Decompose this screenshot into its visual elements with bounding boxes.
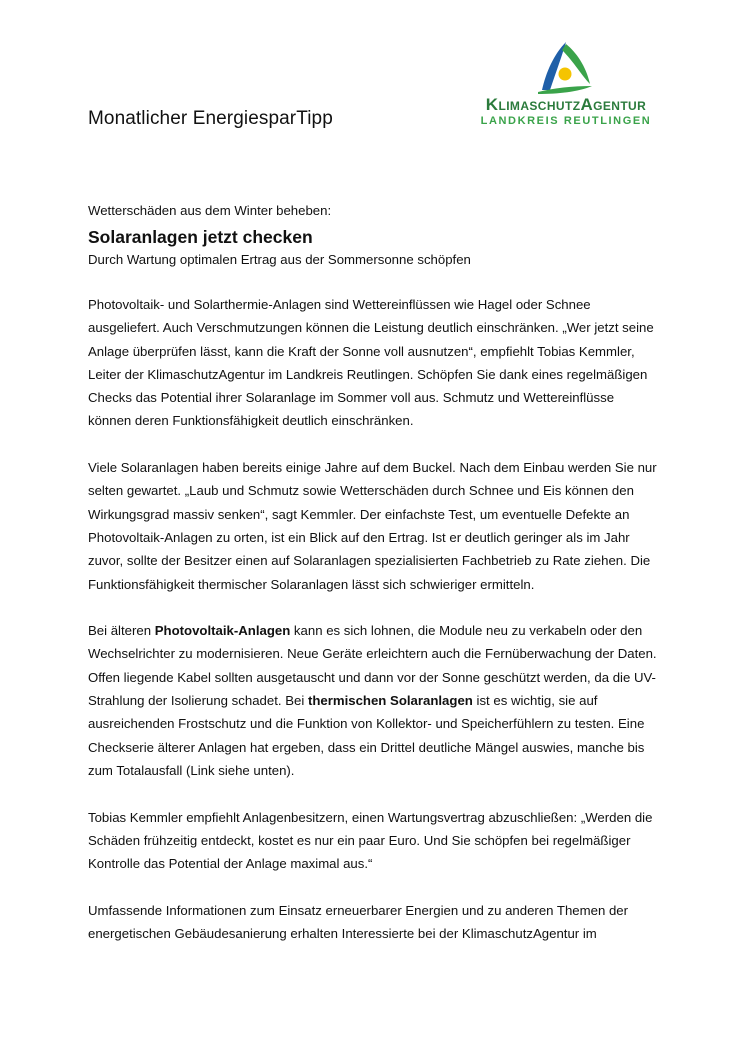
paragraph-4: Tobias Kemmler empfiehlt Anlagenbesitzern, einen Wartungsvertrag abzuschließen: „Werden die Schäden frühzeitig entdeckt, kostet es nur ein paar Euro. Und Sie schöpfen bei regelmäßiger Kontrolle das Potential der Anlage maximal aus.“ — [88, 809, 653, 872]
paragraph-3-bold-thermisch: thermischen Solaranlagen — [307, 693, 473, 709]
paragraph-3 — [88, 619, 658, 782]
paragraph-3-text-e: ist es wichtig, sie auf ausreichenden Frostschutz und die Funktion von Kollektor- und Speicherfühlern zu testen. Eine Checkserie älterer Anlagen hat ergeben, dass ein Drittel deutliche Mängel auswies, manche bis zum Totalausfall (Link siehe unten). — [88, 693, 645, 778]
paragraph-2: Viele Solaranlagen haben bereits einige Jahre auf dem Buckel. Nach dem Einbau werden Sie nur selten gewartet. „Laub und Schmutz sowie Wetterschäden durch Schnee und Eis können den Wirkungsgrad massiv senken“, sagt Kemmler. Der einfachste Test, um eventuelle Defekte an Photovoltaik-Anlagen zu orten, ist ein Blick auf den Ertrag. Ist er deutlich geringer als im Jahr zuvor, sollte der Besitzer einen auf Solaranlagen spezialisierten Fachbetrieb zu Rate ziehen. Die Funktionsfähigkeit thermischer Solaranlagen lässt sich schwieriger ermitteln. — [88, 460, 657, 592]
article-headline: Solaranlagen jetzt checken — [88, 227, 313, 247]
series-title: Monatlicher EnergiesparTipp — [88, 108, 333, 129]
klimaschutzagentur-logo — [466, 38, 666, 130]
logo-name: KlimaschutzAgentur — [485, 95, 647, 114]
logo-sun — [559, 68, 572, 81]
paragraph-3-text-c: kann es sich lohnen, die Module neu zu verkabeln oder den Wechselrichter zu modernisieren. Neue Geräte erleichtern auch die Fernüberwachung der Daten. Offen liegende Kabel sollten ausgetauscht und dann vor der Sonne geschützt werden, da die UV-Strahlung der Isolierung schadet. Bei — [88, 623, 657, 709]
paragraph-1: Photovoltaik- und Solarthermie-Anlagen sind Wettereinflüssen wie Hagel oder Schnee ausgeliefert. Auch Verschmutzungen können die Leistung deutlich einschränken. „Wer jetzt seine Anlage überprüfen lässt, kann die Kraft der Sonne voll ausnutzen“, empfiehlt Tobias Kemmler, Leiter der KlimaschutzAgentur im Landkreis Reutlingen. Schöpfen Sie dank eines regelmäßigen Checks das Potential ihrer Solaranlage im Sommer voll aus. Schmutz und Wettereinflüsse können deren Funktionsfähigkeit deutlich einschränken. — [88, 297, 654, 429]
article-kicker: Wetterschäden aus dem Winter beheben: — [88, 203, 332, 218]
page-header — [0, 0, 746, 140]
logo-blue-swoosh — [542, 42, 566, 90]
paragraph-3-bold-photovoltaik: Photovoltaik-Anlagen — [154, 623, 291, 639]
logo-subtitle: LANDKREIS REUTLINGEN — [480, 115, 652, 127]
article-subline: Durch Wartung optimalen Ertrag aus der Sommersonne schöpfen — [88, 252, 471, 267]
paragraph-3-text-a: Bei älteren — [88, 623, 155, 639]
paragraph-5: Umfassende Informationen zum Einsatz erneuerbarer Energien und zu anderen Themen der energetischen Gebäudesanierung erhalten Interessierte bei der KlimaschutzAgentur im — [88, 902, 629, 942]
article — [88, 200, 658, 969]
logo-mark-icon — [532, 38, 594, 94]
